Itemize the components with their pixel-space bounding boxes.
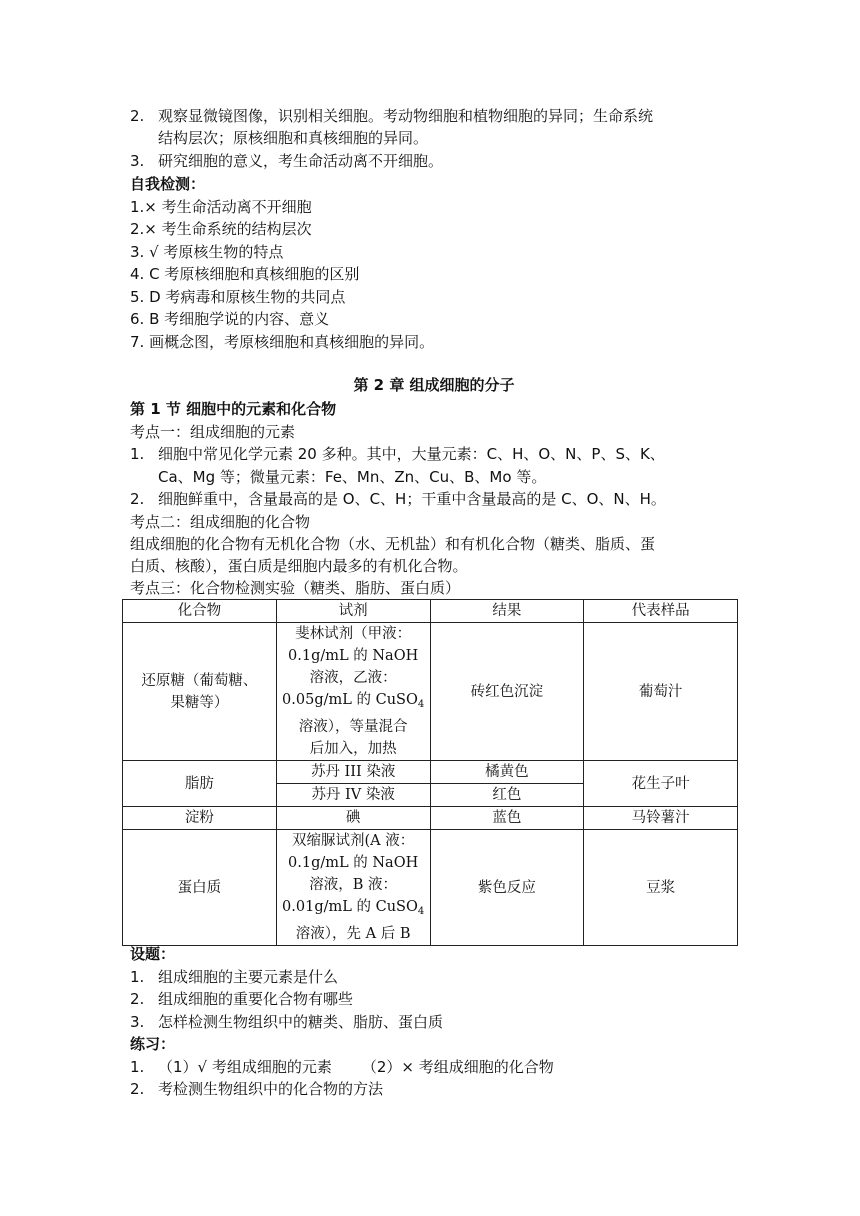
reagent-cell: 双缩脲试剂(A 液： 0.1g/mL 的 NaOH 溶液，B 液： 0.01g/mL 的 CuSO$_4$ 溶液），先 A 后 B [276,830,430,946]
self-test-item: 3. √ 考原核生物的特点 [130,243,284,261]
questions-heading: 设题： [130,945,176,963]
list-item: 3. 怎样检测生物组织中的糖类、脂肪、蛋白质 [130,1013,444,1031]
reagent-cell: 碘 [276,807,430,830]
self-test-heading: 自我检测： [130,175,206,193]
list-item-continuation: 结构层次；原核细胞和真核细胞的异同。 [158,129,429,147]
list-item: 2. 细胞鲜重中，含量最高的是 O、C、H；干重中含量最高的是 C、O、N、H。 [130,490,666,508]
result-cell: 砖红色沉淀 [430,623,584,761]
table-row [123,623,738,761]
chapter-title: 第 2 章 组成细胞的分子 [353,376,515,394]
paragraph-line: 白质、核酸），蛋白质是细胞内最多的有机化合物。 [130,557,468,575]
list-item: 2. 组成细胞的重要化合物有哪些 [130,990,354,1008]
key-point-title: 考点三：化合物检测实验（糖类、脂肪、蛋白质） [130,579,461,597]
compound-cell: 脂肪 [123,761,277,807]
practice-heading: 练习： [130,1035,176,1053]
self-test-item: 5. D 考病毒和原核生物的共同点 [130,288,346,306]
column-header: 结果 [430,600,584,623]
self-test-item: 4. C 考原核细胞和真核细胞的区别 [130,265,360,283]
table-row [123,761,738,784]
list-item: 1. 组成细胞的主要元素是什么 [130,968,339,986]
list-item: 3. 研究细胞的意义，考生命活动离不开细胞。 [130,152,444,170]
compound-cell: 淀粉 [123,807,277,830]
table-header-row [123,600,738,623]
result-cell: 红色 [430,784,584,807]
list-item: 2. 观察显微镜图像，识别相关细胞。考动物细胞和植物细胞的异同；生命系统 [130,107,654,125]
sample-cell: 葡萄汁 [584,623,738,761]
self-test-item: 6. B 考细胞学说的内容、意义 [130,310,330,328]
result-cell: 橘黄色 [430,761,584,784]
column-header: 代表样品 [584,600,738,623]
reagent-cell: 苏丹 III 染液 [276,761,430,784]
self-test-item: 7. 画概念图，考原核细胞和真核细胞的异同。 [130,333,435,351]
key-point-title: 考点一：组成细胞的元素 [130,423,296,441]
list-item: 2. 考检测生物组织中的化合物的方法 [130,1080,384,1098]
compound-cell: 蛋白质 [123,830,277,946]
key-point-title: 考点二：组成细胞的化合物 [130,513,311,531]
section-title: 第 1 节 细胞中的元素和化合物 [130,400,337,418]
compound-cell: 还原糖（葡萄糖、 果糖等） [123,623,277,761]
paragraph-line: 组成细胞的化合物有无机化合物（水、无机盐）和有机化合物（糖类、脂质、蛋 [130,535,656,553]
result-cell: 紫色反应 [430,830,584,946]
sample-cell: 花生子叶 [584,761,738,807]
self-test-item: 2.× 考生命系统的结构层次 [130,220,312,238]
detection-experiment-table [122,599,738,946]
column-header: 试剂 [276,600,430,623]
self-test-item: 1.× 考生命活动离不开细胞 [130,198,312,216]
table-row [123,807,738,830]
sample-cell: 豆浆 [584,830,738,946]
list-item-continuation: Ca、Mg 等；微量元素：Fe、Mn、Zn、Cu、B、Mo 等。 [158,468,547,486]
table-row [123,830,738,946]
list-item: 1. （1）√ 考组成细胞的元素 （2）× 考组成细胞的化合物 [130,1058,554,1076]
result-cell: 蓝色 [430,807,584,830]
reagent-cell: 苏丹 IV 染液 [276,784,430,807]
list-item: 1. 细胞中常见化学元素 20 多种。其中，大量元素：C、H、O、N、P、S、K、 [130,445,665,463]
column-header: 化合物 [123,600,277,623]
reagent-cell: 斐林试剂（甲液： 0.1g/mL 的 NaOH 溶液，乙液： 0.05g/mL 的 CuSO$_4$ 溶液），等量混合 后加入，加热 [276,623,430,761]
sample-cell: 马铃薯汁 [584,807,738,830]
